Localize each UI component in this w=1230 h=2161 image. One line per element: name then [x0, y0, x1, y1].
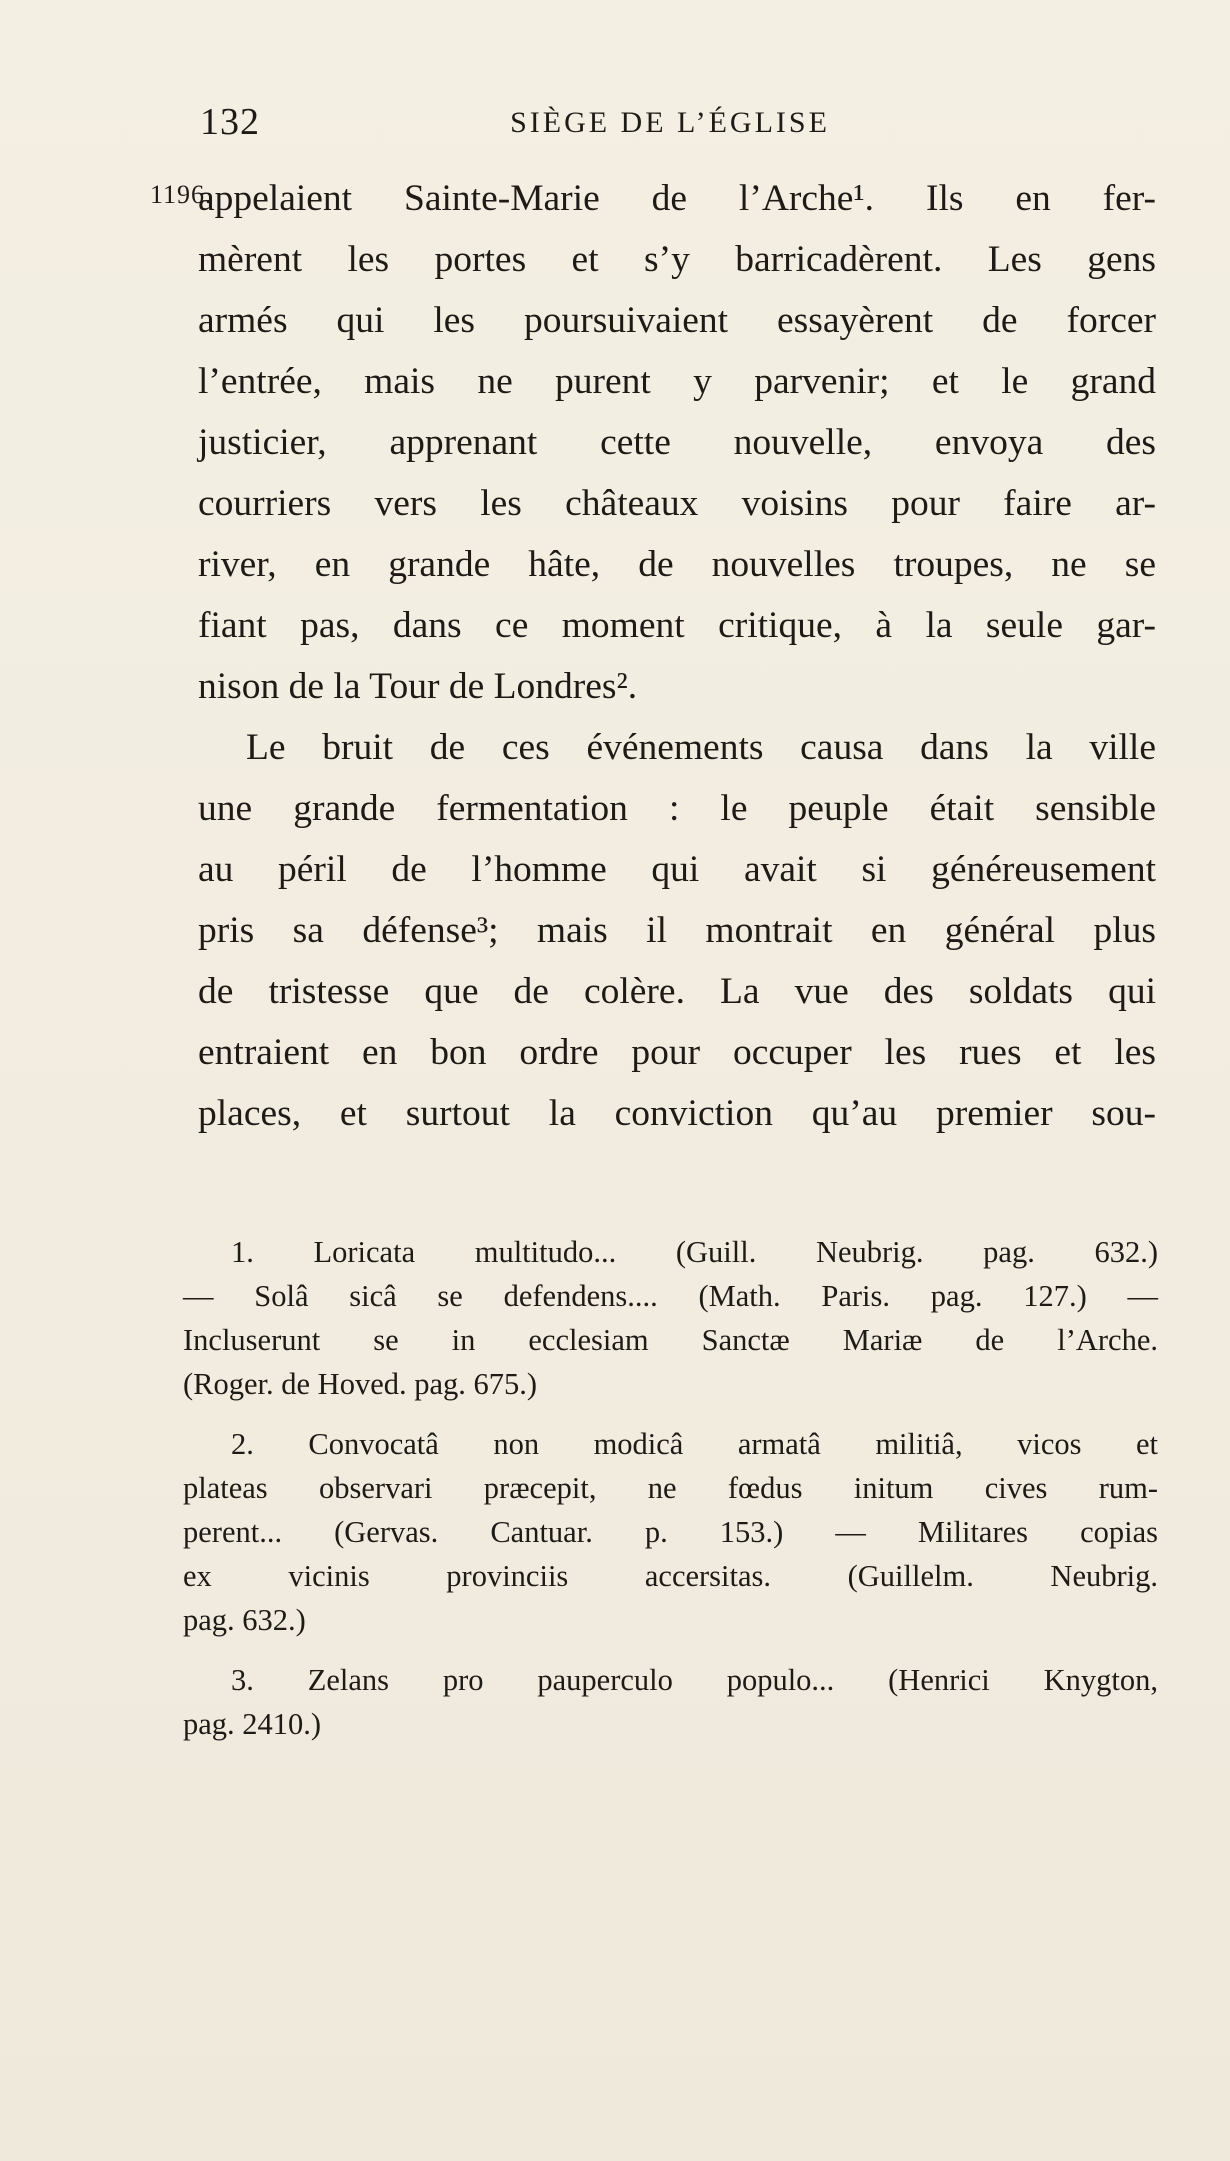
margin-year-note: 1196. [150, 180, 213, 209]
body-line: Le bruit de ces événements causa dans la ville [246, 727, 1156, 768]
footnote-line: (Roger. de Hoved. pag. 675.) [183, 1367, 538, 1401]
body-line: places, et surtout la conviction qu’au premier sou- [198, 1093, 1156, 1134]
body-line: l’entrée, mais ne purent y parvenir; et le grand [198, 361, 1156, 402]
running-head [190, 100, 1150, 160]
footnotes [183, 1230, 1158, 1746]
body-line: pris sa défense³; mais il montrait en général plus [198, 910, 1156, 951]
footnote-3 [183, 1658, 1158, 1746]
running-title: SIÈGE DE L’ÉGLISE [510, 106, 830, 139]
footnote-line: perent... (Gervas. Cantuar. p. 153.) — Militares copias [183, 1515, 1158, 1549]
body-line: mèrent les portes et s’y barricadèrent. Les gens [198, 239, 1156, 280]
footnote-line: — Solâ sicâ se defendens.... (Math. Paris. pag. 127.) — [183, 1279, 1158, 1313]
footnote-line: plateas observari præcepit, ne fœdus initum cives rum- [183, 1471, 1158, 1505]
body-line: entraient en bon ordre pour occuper les rues et les [198, 1032, 1156, 1073]
footnote-line: pag. 2410.) [183, 1707, 322, 1741]
footnote-line: pag. 632.) [183, 1603, 306, 1637]
footnote-line: Incluserunt se in ecclesiam Sanctæ Mariæ de l’Arche. [183, 1323, 1158, 1357]
body-line: armés qui les poursuivaient essayèrent de forcer [198, 300, 1156, 341]
body-text [198, 168, 1156, 1144]
footnote-line: 1. Loricata multitudo... (Guill. Neubrig. pag. 632.) [231, 1235, 1158, 1269]
body-line: justicier, apprenant cette nouvelle, envoya des [198, 422, 1156, 463]
body-line: river, en grande hâte, de nouvelles troupes, ne se [198, 544, 1156, 585]
footnote-line: 3. Zelans pro pauperculo populo... (Henrici Knygton, [231, 1663, 1158, 1697]
body-line: une grande fermentation : le peuple était sensible [198, 788, 1156, 829]
body-line: courriers vers les châteaux voisins pour faire ar- [198, 483, 1156, 524]
body-line: fiant pas, dans ce moment critique, à la seule gar- [198, 605, 1156, 646]
footnote-1 [183, 1230, 1158, 1406]
body-line: de tristesse que de colère. La vue des soldats qui [198, 971, 1156, 1012]
body-line: au péril de l’homme qui avait si généreusement [198, 849, 1156, 890]
footnote-line: ex vicinis provinciis accersitas. (Guillelm. Neubrig. [183, 1559, 1158, 1593]
footnote-line: 2. Convocatâ non modicâ armatâ militiâ, vicos et [231, 1427, 1158, 1461]
footnote-gap [183, 1406, 1158, 1422]
footnote-2 [183, 1422, 1158, 1642]
body-line: appelaient Sainte-Marie de l’Arche¹. Ils en fer- [198, 178, 1156, 219]
footnote-gap [183, 1642, 1158, 1658]
page-number: 132 [200, 101, 260, 143]
body-line: nison de la Tour de Londres². [198, 666, 638, 707]
